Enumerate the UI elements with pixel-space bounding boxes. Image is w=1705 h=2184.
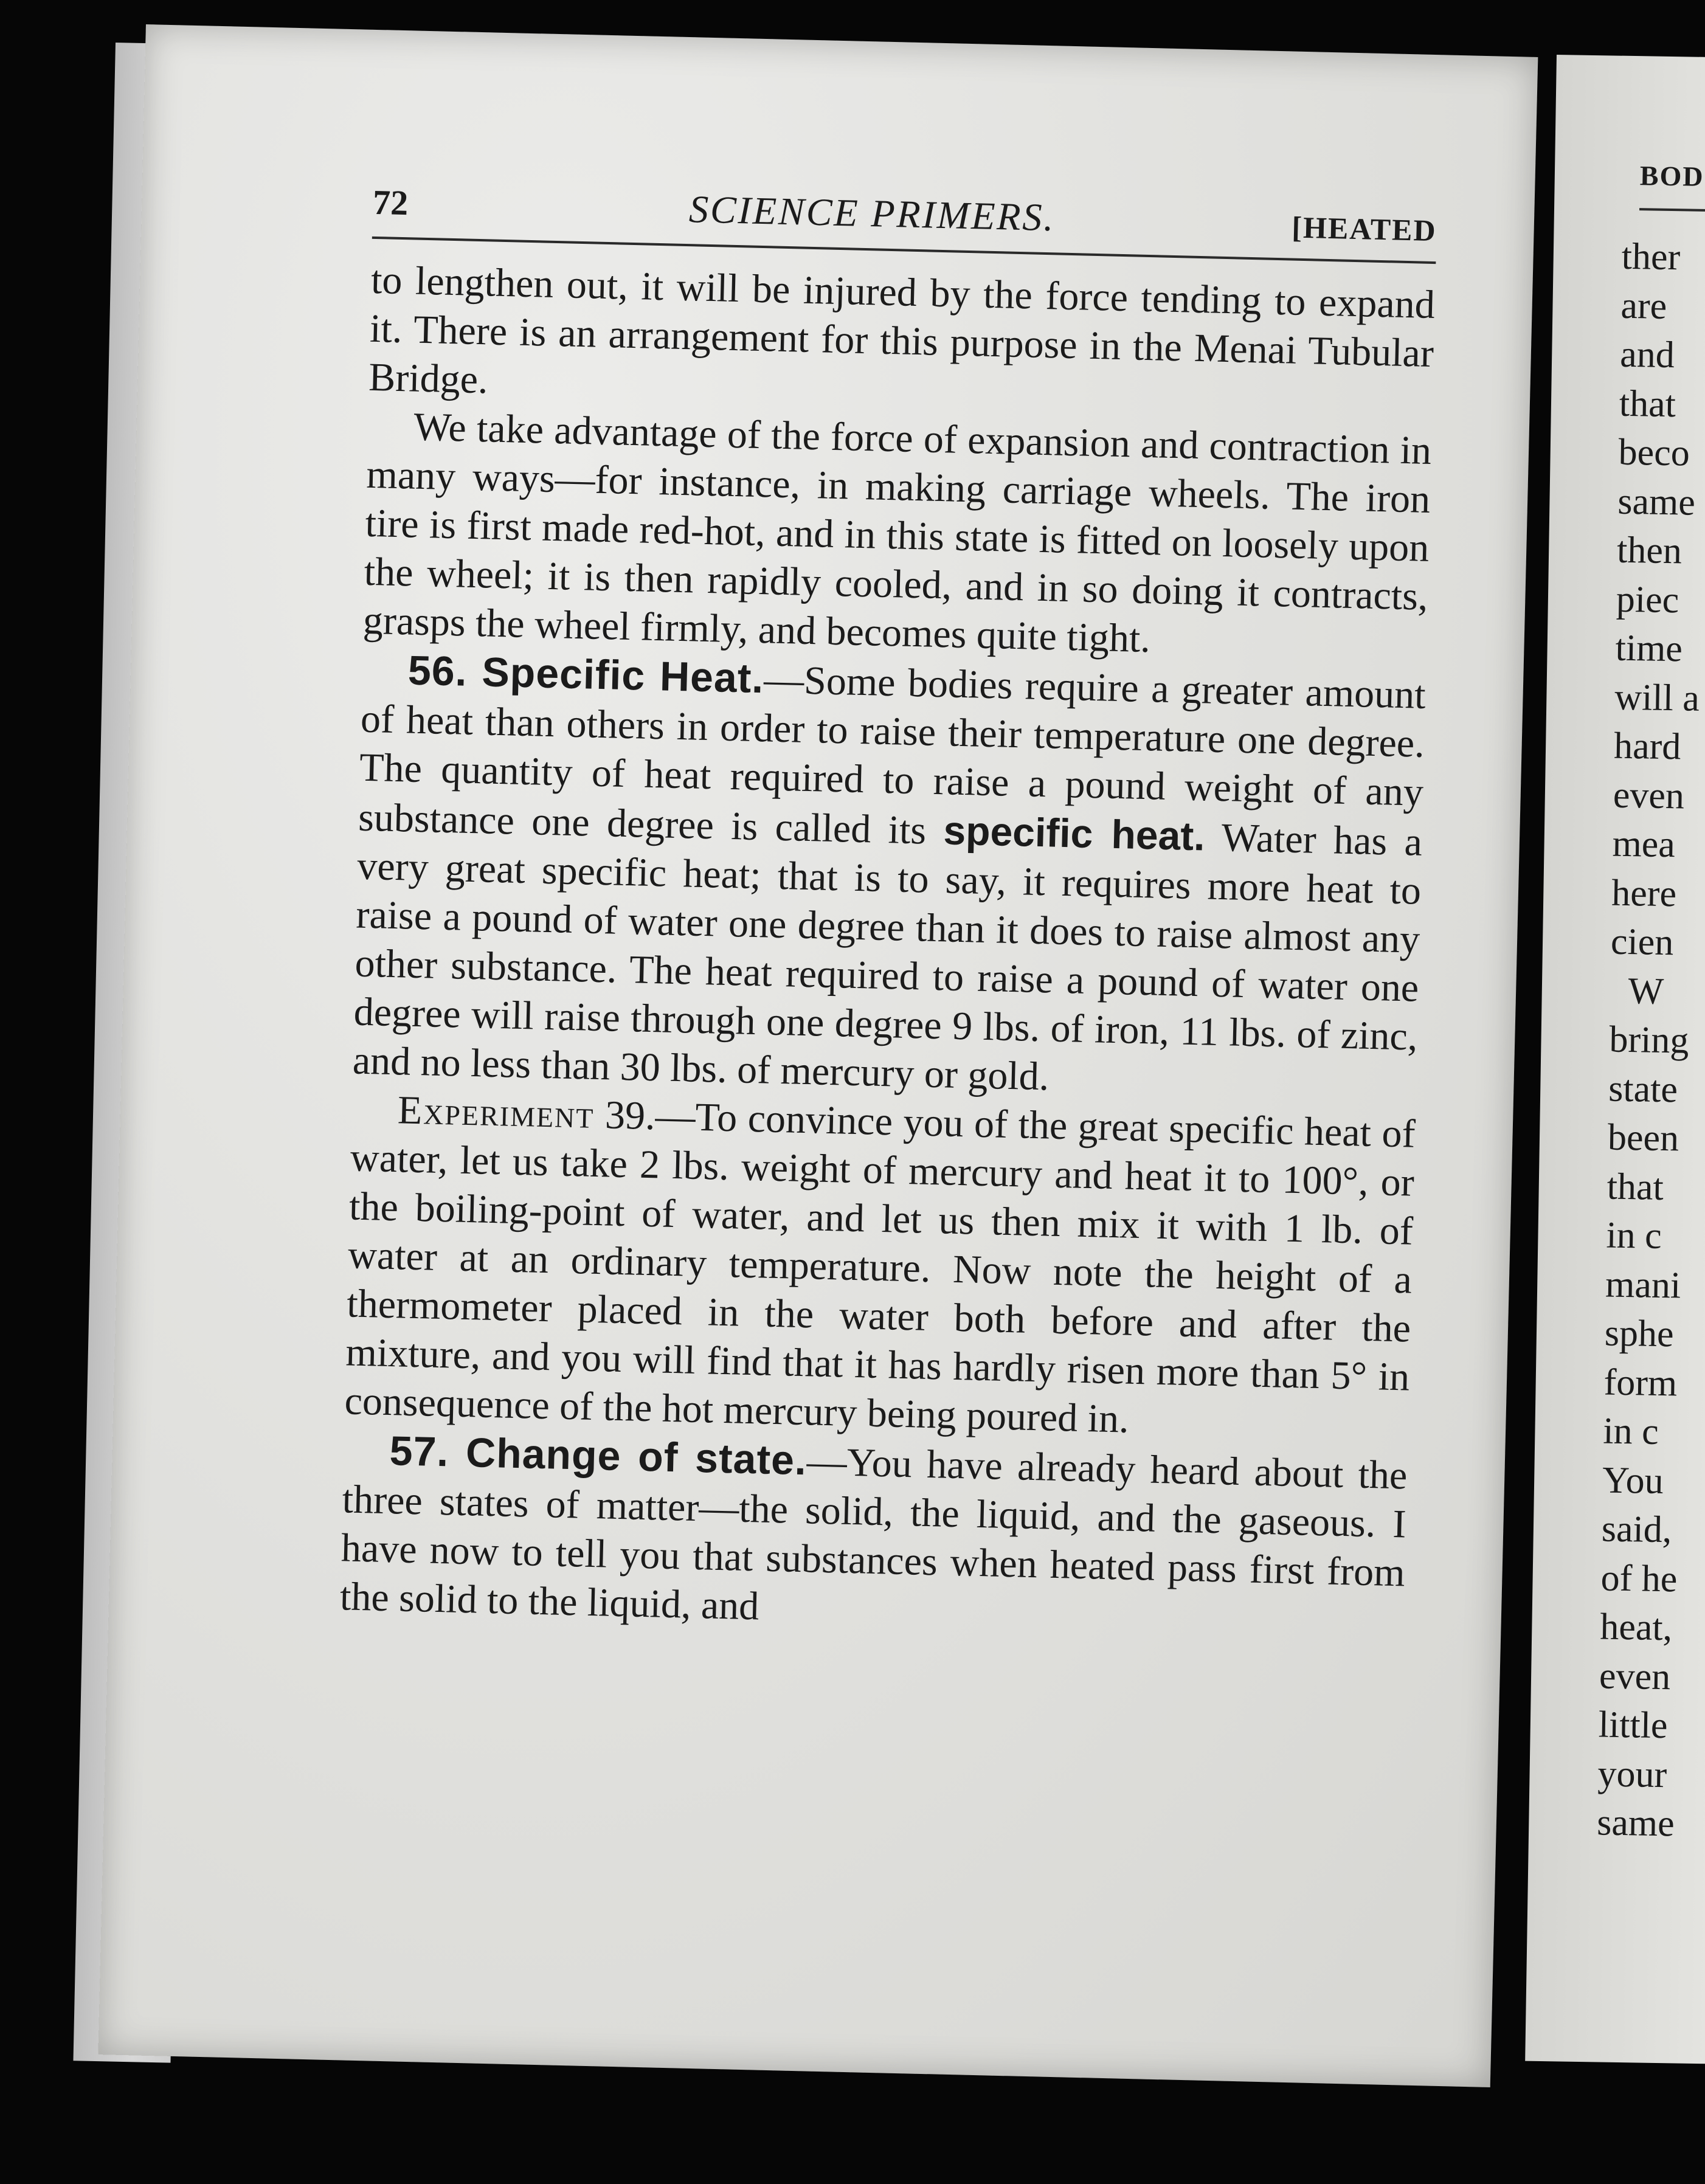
book-page [98, 24, 1538, 2087]
section-56 [352, 645, 1427, 1110]
experiment-text: 39.—To convince you of the great specific heat of water, let us take 2 lbs. weight of mercury and heat it to 100°, or the boiling-point of water, and let us then mix it with 1 lb. of water at an ordinary temperature. Now note the height of a thermometer placed in the water both before and after the mixture, and you will find that it has hardly risen more than 5° in consequence of the hot mercury being poured in. [344, 1092, 1416, 1442]
section-57-text: —You have already heard about the three states of matter—the solid, the liquid, and the gaseous. I have now to tell you that substances when heated pass first from the solid to the liquid, and [339, 1439, 1408, 1629]
running-title: SCIENCE PRIMERS. [688, 187, 1056, 240]
section-57 [339, 1425, 1408, 1646]
page-content [339, 170, 1437, 1647]
section-57-heading: 57. Change of state. [389, 1428, 808, 1484]
experiment-label: Experiment [397, 1088, 595, 1137]
page-number: 72 [372, 182, 409, 223]
paragraph-expansion: We take advantage of the force of expansion and contraction in many ways—for instance, in making carriage wheels. The iron tire is first made red-hot, and in this state is fitted on loosely upon the wheel; it is then rapidly cooled, and in so doing it contracts, grasps the wheel firmly, and becomes quite tight. [362, 404, 1432, 662]
running-header [372, 170, 1437, 264]
section-56-text-b: Water has a very great specific heat; that is to say, it requires more heat to raise a pound of water one degree than it does to raise almost any other substance. The heat required to raise a pound of water one degree will raise through one degree 9 lbs. of iron, 11 lbs. of zinc, and no less than 30 lbs. of mercury or gold. [352, 815, 1423, 1099]
section-56-heading: 56. Specific Heat. [407, 647, 765, 702]
paragraph-continuation: to lengthen out, it will be injured by the force tending to expand it. There is an arrangement for this purpose in the Menai Tubular Bridge. [368, 257, 1436, 403]
facing-page-rule [1639, 208, 1705, 212]
running-section: [HEATED [1291, 210, 1437, 248]
facing-page [1525, 55, 1705, 2064]
body-text [339, 256, 1435, 1647]
specific-heat-term: specific heat. [942, 807, 1206, 859]
facing-page-text: ther are and that beco same then piec time will a hard even mea here cien W bring state been that in c mani sphe form in c You said, of he heat, even little your same [1596, 235, 1700, 1845]
facing-page-header: BOD [1639, 160, 1704, 192]
section-56-text-a: —Some bodies require a greater amount of heat than others in order to raise their temperature one degree. The quantity of heat required to raise a pound weight of any substance one degree is called its [358, 657, 1427, 854]
experiment-39 [344, 1085, 1416, 1450]
